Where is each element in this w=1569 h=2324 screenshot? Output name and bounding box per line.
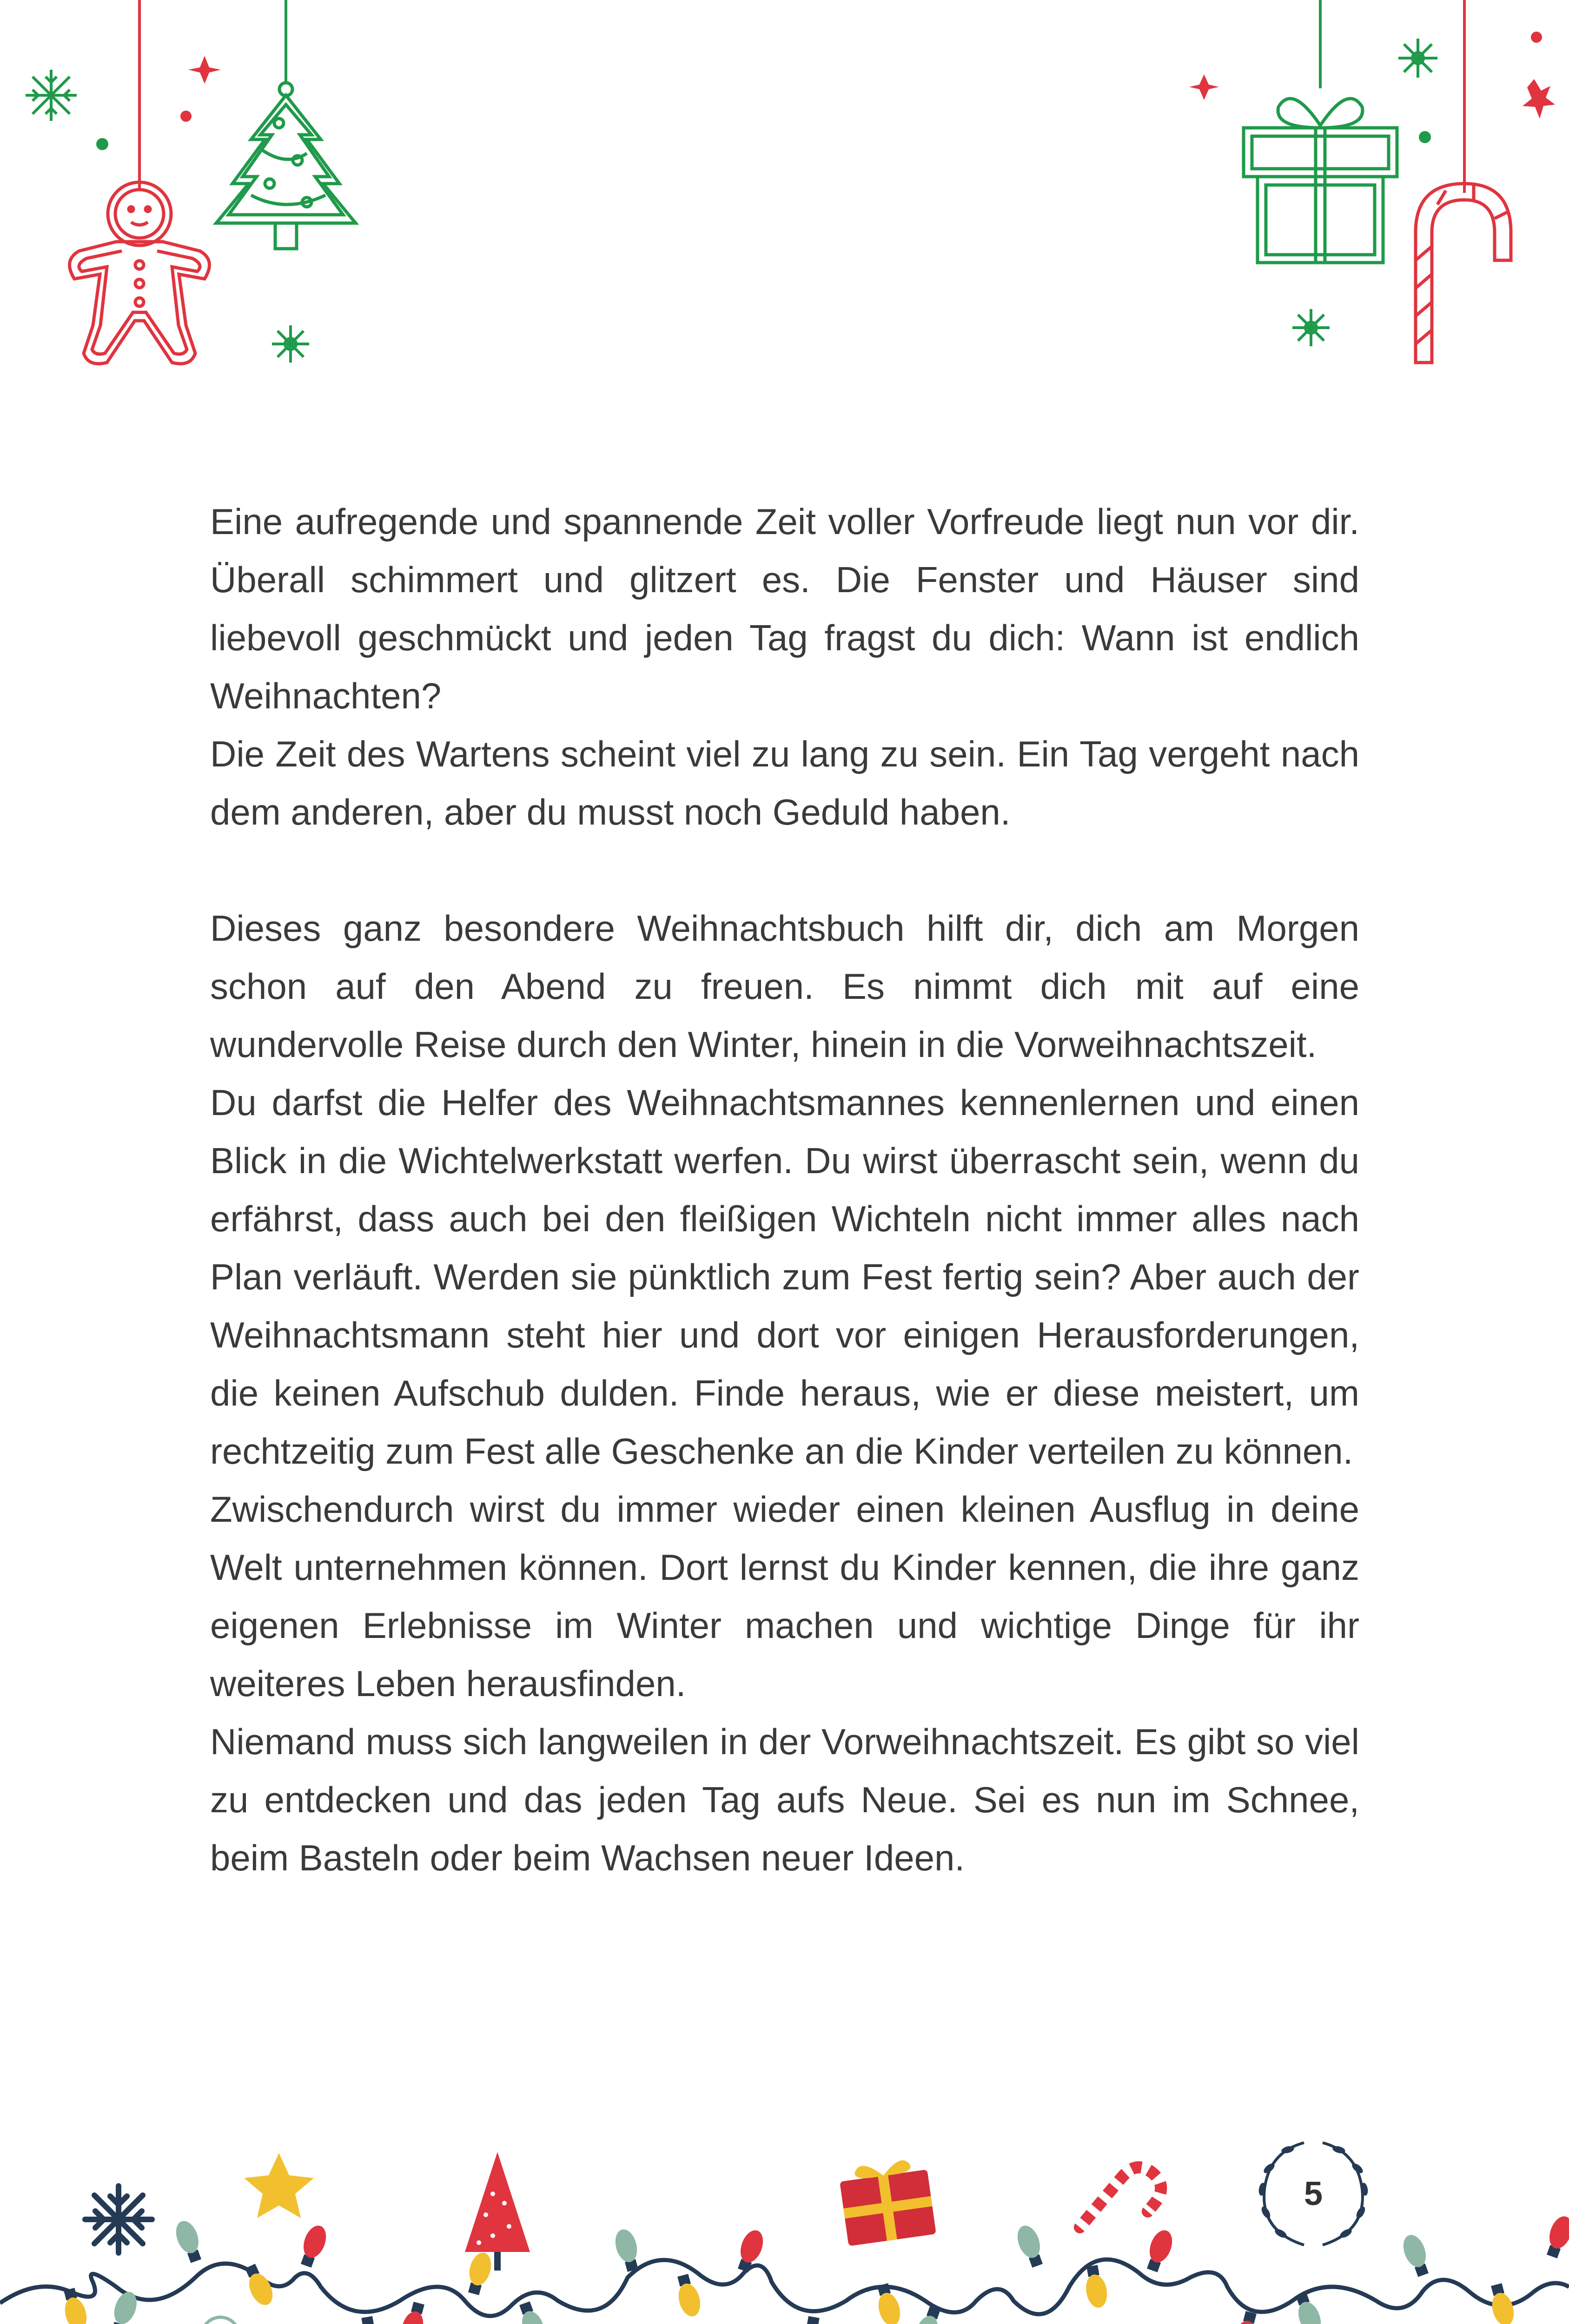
paragraph: Zwischendurch wirst du immer wieder einen kleinen Ausflug in deine Welt unternehmen können. Dort lernst du Kinder kennen, die ihre ganz eigenen Erlebnisse im Winter machen und wichtige Dinge für ihr weiteres Leben herausfinden.: [210, 1489, 1359, 1704]
gift-icon: [838, 2157, 936, 2246]
gingerbread-ornament-icon: [70, 182, 210, 364]
paragraph: Die Zeit des Wartens scheint viel zu lang zu sein. Ein Tag vergeht nach dem anderen, aber du musst noch Geduld haben.: [210, 733, 1359, 832]
paragraph: Du darfst die Helfer des Weihnachtsmannes kennenlernen und einen Blick in die Wichtelwerkstatt werfen. Du wirst überrascht sein, wenn du erfährst, dass auch bei den fleißigen Wichteln nicht immer alles nach Plan verläuft. Werden sie pünktlich zum Fest fertig sein? Aber auch der Weihnachtsmann steht hier und dort vor einigen Herausforderungen, die keinen Aufschub dulden. Finde heraus, wie er diese meistert, um rechtzeitig zum Fest alle Geschenke an die Kinder verteilen zu können.: [210, 1082, 1359, 1472]
snowflake-icon: [85, 2186, 152, 2253]
string-lights-icon: [0, 2259, 1569, 2316]
tree-icon: [465, 2152, 530, 2271]
gingerbread-icon: [168, 2302, 294, 2324]
intro-text: [210, 493, 1359, 1887]
candy-cane-icon: [1080, 2159, 1169, 2254]
paragraph: Dieses ganz besondere Weihnachtsbuch hilft dir, dich am Morgen schon auf den Abend zu freuen. Es nimmt dich mit auf eine wundervolle Reise durch den Winter, hinein in die Vorweihnachtszeit.: [210, 908, 1359, 1065]
candy-cane-ornament-icon: [1416, 184, 1511, 363]
sparkle-icon: [180, 32, 1555, 122]
paragraph: Eine aufregende und spannende Zeit voller Vorfreude liegt nun vor dir. Überall schimmert und glitzert es. Die Fenster und Häuser sind liebevoll geschmückt und jeden Tag fragst du dich: Wann ist endlich Weihnachten?: [210, 501, 1359, 716]
page-number: 5: [1304, 2175, 1323, 2212]
paragraph: Niemand muss sich langweilen in der Vorweihnachtszeit. Es gibt so viel zu entdecken und das jeden Tag aufs Neue. Sei es nun im Schnee, beim Basteln oder beim Wachsen neuer Ideen.: [210, 1721, 1359, 1878]
tree-ornament-icon: [216, 83, 356, 249]
top-ornaments: [0, 0, 1569, 418]
gift-ornament-icon: [1244, 99, 1397, 263]
paragraph-gap: [210, 841, 1359, 899]
